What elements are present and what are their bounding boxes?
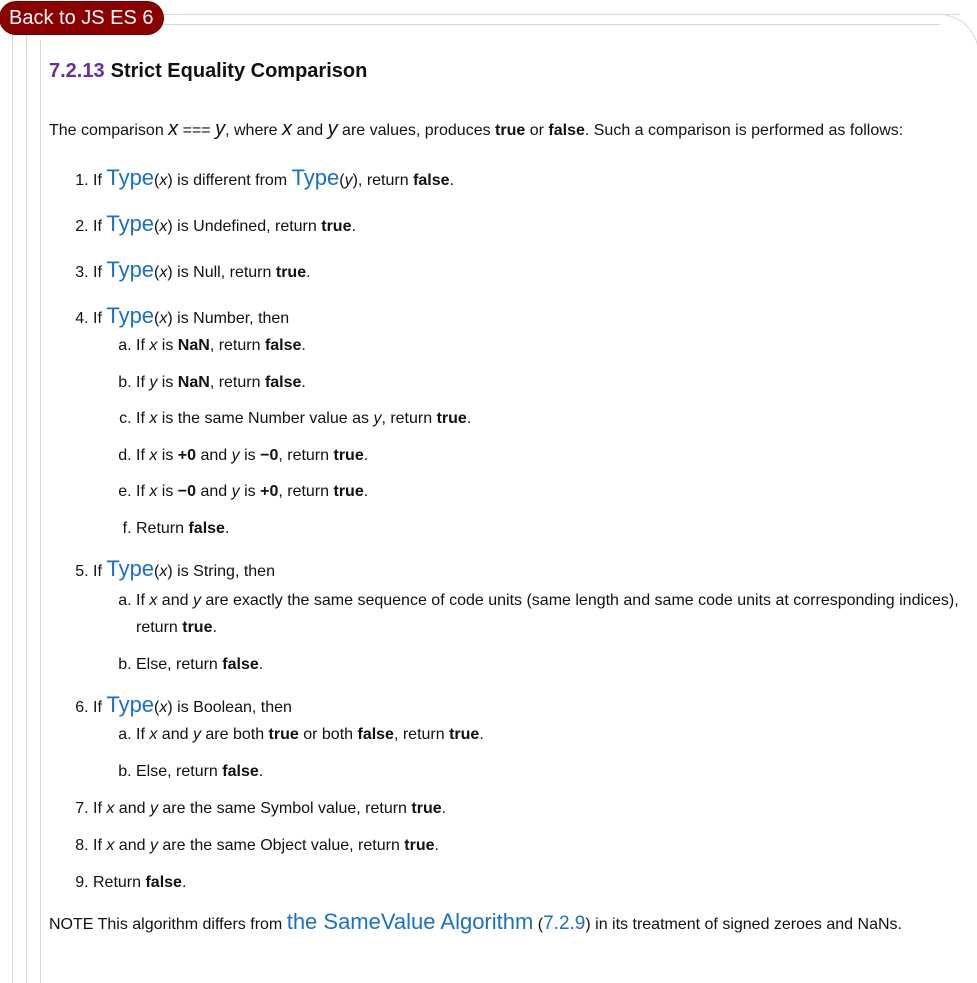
step-8 (93, 834, 969, 858)
value-true: true (411, 799, 442, 817)
step-text: If (136, 410, 150, 427)
substeps (93, 723, 969, 784)
var-x: x (168, 118, 179, 140)
step-text: If (93, 310, 107, 327)
step-text: , return (220, 264, 276, 281)
step-text: . (449, 172, 454, 189)
intro-text: . Such a comparison is performed as follows: (584, 122, 904, 139)
type-link[interactable]: Type (106, 211, 155, 236)
step-text: , return (349, 836, 405, 854)
var-x: x (282, 118, 293, 140)
var-y: y (373, 410, 382, 427)
section-ref-link[interactable]: 7.2.9 (543, 912, 586, 934)
var-x: x (149, 410, 158, 427)
step-text: If (136, 337, 150, 354)
value-false: false (222, 656, 259, 673)
step-text: , return (266, 218, 322, 235)
var-x: x (159, 310, 168, 327)
step-text: . (479, 726, 484, 743)
step-6 (93, 690, 969, 784)
note-text: ) (585, 915, 591, 933)
step-text: and (114, 799, 150, 817)
step-text: Return (93, 873, 146, 891)
value-false: false (264, 373, 302, 391)
type-link[interactable]: Type (106, 165, 155, 190)
step-text: and (157, 726, 193, 743)
step-4d (136, 444, 969, 468)
step-6b (136, 760, 969, 784)
step-text: ) (352, 172, 358, 189)
step-text: . (258, 656, 264, 673)
note-paragraph (49, 908, 969, 939)
step-text: . (306, 264, 311, 281)
type-link[interactable]: Type (106, 692, 155, 717)
step-text: If (93, 218, 107, 235)
substeps (93, 334, 969, 541)
step-text: . (441, 799, 447, 817)
value-true: true (333, 483, 364, 500)
step-2 (93, 209, 969, 242)
value-true: true (321, 218, 352, 235)
var-x: x (106, 836, 115, 854)
type-link[interactable]: Type (106, 303, 155, 328)
step-text: ) is different from (167, 172, 292, 189)
step-text: is (239, 446, 261, 464)
value-false: false (188, 519, 225, 537)
frame-line (40, 40, 41, 983)
var-y: y (149, 373, 158, 391)
var-x: x (159, 264, 168, 281)
step-text: is (157, 337, 178, 354)
operator: === (178, 122, 216, 139)
frame-corner (930, 14, 977, 55)
step-4b (136, 371, 969, 395)
frame-line (160, 24, 940, 25)
step-6a (136, 723, 969, 747)
step-text: ) is Boolean, then (167, 699, 292, 716)
step-text: ( (154, 218, 160, 235)
frame-line (12, 30, 13, 983)
step-text: are both (200, 726, 269, 743)
var-x: x (106, 799, 115, 817)
value-true: true (436, 410, 467, 427)
step-text: ) is Undefined (167, 218, 267, 235)
note-text: in its treatment of signed zeroes and NaNs. (590, 915, 902, 933)
note-text: NOTE This algorithm differs from (49, 915, 287, 933)
value-nan: NaN (177, 337, 210, 354)
step-text: ( (154, 172, 160, 189)
spec-section (49, 56, 969, 939)
value-false: false (548, 122, 585, 139)
step-4 (93, 301, 969, 541)
step-text: If (93, 836, 107, 854)
step-text: If (93, 799, 107, 817)
section-heading (49, 56, 969, 86)
step-text: Else, return (136, 762, 223, 780)
step-text: If (136, 483, 150, 500)
var-x: x (149, 591, 158, 609)
step-text: is (239, 483, 261, 500)
substeps (93, 587, 969, 678)
step-text: is (157, 446, 178, 464)
frame-line (160, 14, 960, 15)
var-y: y (215, 118, 226, 140)
step-text: . (363, 483, 369, 500)
type-link[interactable]: Type (106, 257, 155, 282)
var-y: y (149, 799, 158, 817)
step-5 (93, 554, 969, 678)
var-y: y (192, 726, 201, 743)
var-y: y (231, 483, 240, 500)
step-9 (93, 871, 969, 895)
step-text: and (196, 446, 232, 464)
step-text: . (466, 410, 472, 427)
step-4a (136, 334, 969, 358)
step-text: , return (356, 799, 412, 817)
value-true: true (268, 726, 299, 743)
intro-text: are values, produces (337, 122, 496, 139)
value-false: false (222, 762, 259, 780)
step-text: and (196, 483, 232, 500)
step-text: . (224, 519, 230, 537)
value-false: false (413, 172, 450, 189)
step-text: ( (154, 264, 160, 281)
value-true: true (182, 618, 213, 636)
step-text: are the same Object value (157, 836, 350, 854)
value-false: false (264, 337, 302, 354)
step-text: is (157, 373, 178, 391)
var-x: x (159, 699, 168, 716)
step-3 (93, 255, 969, 288)
step-text: . (181, 873, 187, 891)
step-4c (136, 407, 969, 431)
step-text: is (157, 483, 178, 500)
intro-text: , where (225, 122, 283, 139)
step-text: . (363, 446, 369, 464)
step-text: , return (136, 591, 959, 636)
step-text: . (434, 836, 439, 854)
step-text: If (136, 591, 150, 609)
step-text: and (114, 836, 150, 854)
step-text: If (136, 446, 150, 464)
value-true: true (404, 836, 435, 854)
var-y: y (327, 118, 338, 140)
var-x: x (149, 483, 158, 500)
step-text: If (93, 172, 107, 189)
intro-paragraph (49, 115, 949, 145)
value-plus-zero: +0 (177, 446, 197, 464)
step-text: ( (154, 562, 160, 580)
step-text: ) is Number, then (167, 310, 290, 327)
step-text: . (301, 373, 306, 391)
note-text: ( (533, 915, 544, 933)
step-text: . (258, 762, 264, 780)
intro-text: The comparison (49, 122, 169, 139)
step-text: , return (278, 483, 334, 500)
step-text: . (212, 618, 217, 636)
value-false: false (357, 726, 394, 743)
var-x: x (149, 726, 158, 743)
step-text: ) is Null (167, 264, 221, 281)
intro-text: or (525, 122, 549, 139)
step-text: or both (298, 726, 358, 743)
step-1 (93, 163, 969, 196)
value-true: true (333, 446, 364, 464)
var-x: x (149, 337, 158, 354)
step-text: is the same Number value as (157, 410, 374, 427)
frame-line (26, 20, 27, 983)
step-text: If (136, 726, 150, 743)
type-link[interactable]: Type (106, 555, 155, 581)
value-nan: NaN (177, 373, 210, 391)
step-text: , return (381, 410, 437, 427)
var-x: x (149, 446, 158, 464)
section-number[interactable]: 7.2.13 (49, 60, 105, 82)
value-minus-zero: −0 (260, 446, 279, 464)
algorithm-steps (49, 163, 969, 895)
step-4f (136, 517, 969, 541)
value-true: true (449, 726, 480, 743)
step-text: Return (136, 519, 189, 537)
var-x: x (159, 218, 168, 235)
step-5b (136, 653, 969, 677)
value-plus-zero: +0 (260, 483, 279, 500)
step-text: If (93, 699, 107, 716)
step-text: ( (339, 172, 345, 189)
var-y: y (231, 446, 240, 464)
step-text: . (351, 218, 356, 235)
step-7 (93, 797, 969, 821)
step-text: If (136, 373, 150, 391)
step-5a (136, 587, 969, 641)
var-x: x (159, 562, 168, 580)
value-true: true (275, 264, 307, 281)
var-y: y (344, 172, 353, 189)
value-false: false (145, 873, 182, 891)
type-link[interactable]: Type (291, 165, 340, 190)
step-text: If (93, 264, 107, 281)
section-title: Strict Equality Comparison (110, 60, 368, 82)
value-minus-zero: −0 (177, 483, 197, 500)
back-button[interactable]: Back to JS ES 6 (0, 2, 163, 34)
step-text: , return (209, 373, 265, 391)
intro-text: and (292, 122, 328, 139)
step-text: , return (357, 172, 414, 189)
step-text: ) is String, then (167, 562, 275, 580)
var-y: y (192, 591, 201, 609)
step-text: ( (154, 699, 160, 716)
step-text: . (301, 337, 306, 354)
step-text: , return (209, 337, 265, 354)
step-text: are exactly the same sequence of code units (same length and same code units at corresponding indices) (200, 591, 955, 609)
var-y: y (149, 836, 158, 854)
step-text: ( (154, 310, 160, 327)
step-text: are the same Symbol value (157, 799, 357, 817)
step-text: If (93, 562, 107, 580)
step-4e (136, 480, 969, 504)
step-text: and (157, 591, 193, 609)
samevalue-link[interactable]: the SameValue Algorithm (286, 908, 534, 934)
step-text: Else, return (136, 656, 223, 673)
step-text: , return (393, 726, 450, 743)
value-true: true (495, 122, 526, 139)
var-x: x (159, 172, 168, 189)
step-text: , return (278, 446, 334, 464)
